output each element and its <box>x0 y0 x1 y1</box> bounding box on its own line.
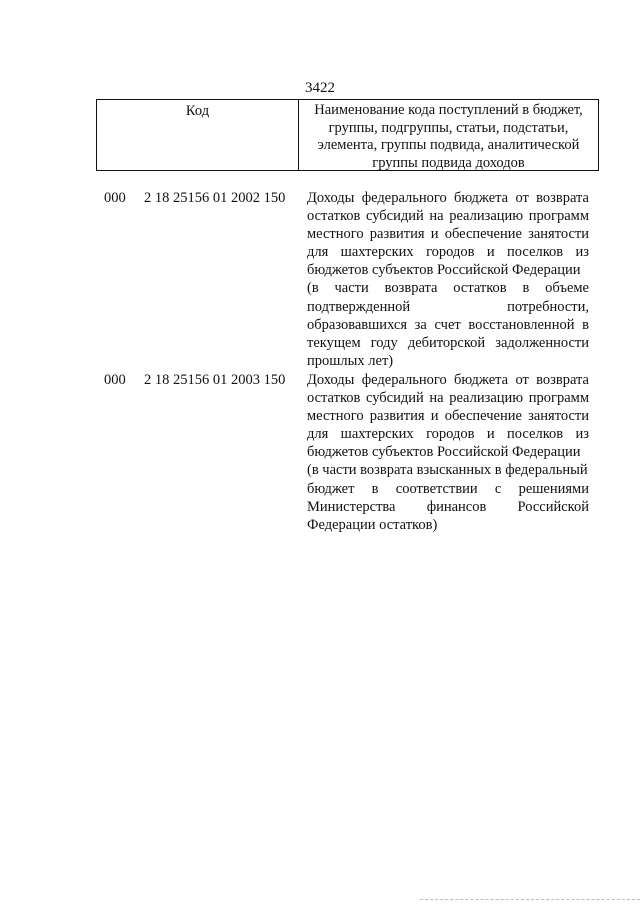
code-column-header: Код <box>97 100 299 170</box>
description-line: остатков субсидий на реализацию программ <box>307 390 589 407</box>
description-line: бюджетов субъектов Российской Федерации <box>307 262 581 279</box>
description-line: подтвержденной потребности, <box>307 298 589 315</box>
description-line: бюджетов субъектов Российской Федерации <box>307 444 581 461</box>
page-number: 3422 <box>305 80 335 96</box>
description-line: местного развития и обеспечение занятости <box>307 408 589 425</box>
description-line: прошлых лет) <box>307 352 394 369</box>
table-header <box>96 99 599 171</box>
description-line: Доходы федерального бюджета от возврата <box>307 371 589 388</box>
description-line: бюджет в соответствии с решениями <box>307 480 589 497</box>
description-line: образовавшихся за счет восстановленной в <box>307 316 589 333</box>
income-description <box>307 371 589 534</box>
table-body <box>0 189 640 534</box>
description-line: Доходы федерального бюджета от возврата <box>307 190 589 206</box>
description-line: (в части возврата остатков в объеме <box>307 280 589 297</box>
description-line: (в части возврата взысканных в федеральный <box>307 462 588 479</box>
table-row <box>0 371 640 534</box>
description-line: Федерации остатков) <box>307 516 438 533</box>
name-column-header: Наименование кода поступлений в бюджет, группы, подгруппы, статьи, подстатьи, элемента, группы подвида, аналитической группы подвида доходов <box>314 102 583 171</box>
admin-code: 000 <box>104 371 126 388</box>
description-line: для шахтерских городов и поселков из <box>307 244 589 261</box>
description-line: остатков субсидий на реализацию программ <box>307 208 589 225</box>
income-code: 2 18 25156 01 2003 150 <box>144 371 286 388</box>
description-line: текущем году дебиторской задолженности <box>307 334 589 351</box>
description-line: местного развития и обеспечение занятости <box>307 226 589 243</box>
description-line: Министерства финансов Российской <box>307 498 589 515</box>
table-row <box>0 189 640 370</box>
description-line: для шахтерских городов и поселков из <box>307 426 589 443</box>
income-code: 2 18 25156 01 2002 150 <box>144 190 286 206</box>
income-description <box>307 189 589 370</box>
admin-code: 000 <box>104 190 126 206</box>
scan-edge-rule <box>420 899 640 901</box>
